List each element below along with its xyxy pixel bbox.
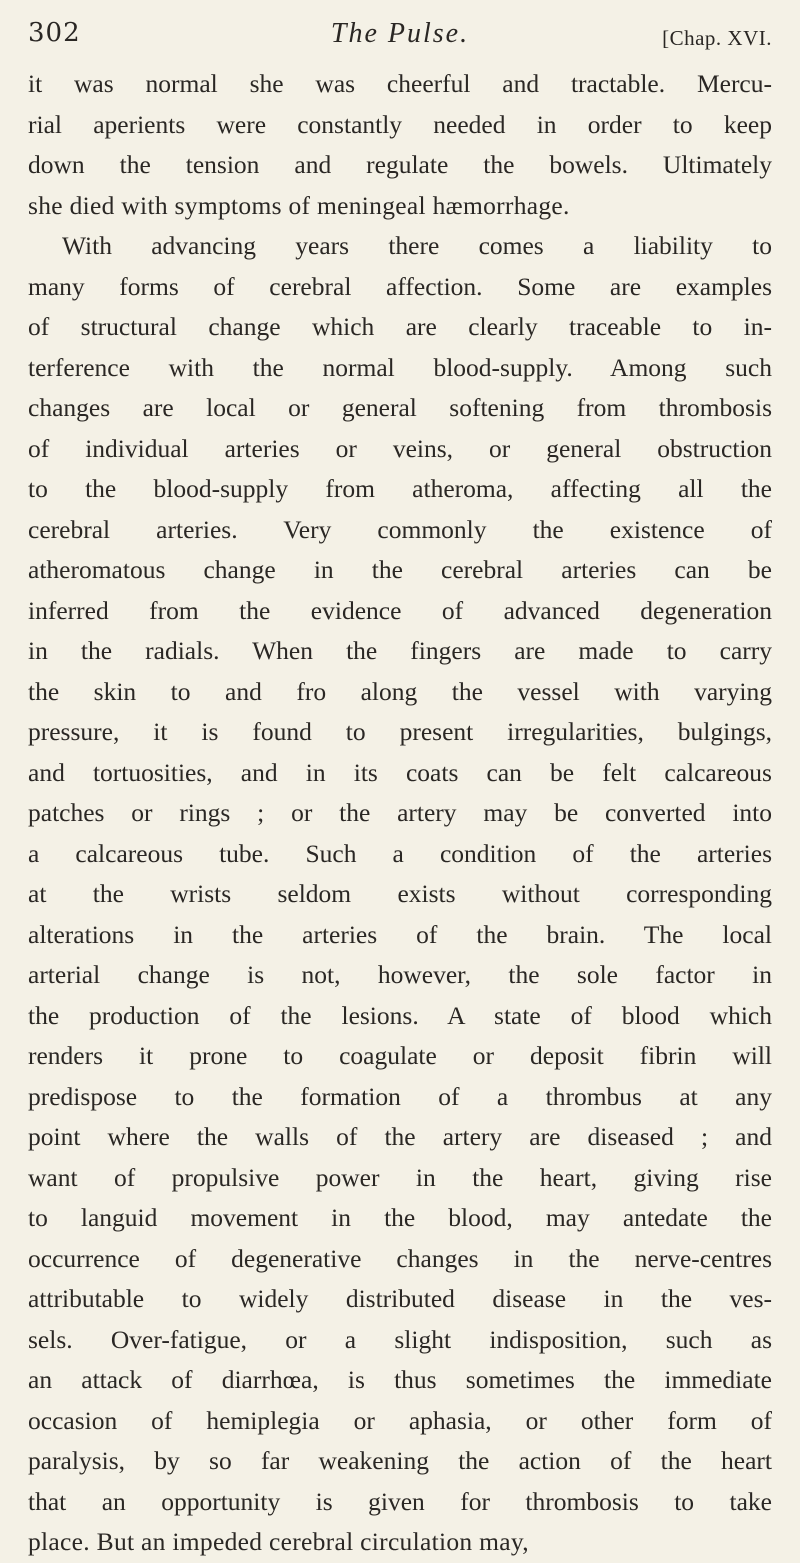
body-text: [28, 64, 772, 1563]
running-title: The Pulse.: [330, 18, 470, 49]
text-line: cerebral arteries. Very commonly the existence of: [28, 514, 772, 544]
chapter-label: [Chap. XVI.: [662, 26, 772, 50]
text-line: it was normal she was cheerful and tractable. Mercu-: [28, 69, 772, 98]
text-line: renders it prone to coagulate or deposit fibrin will: [28, 1041, 772, 1070]
text-line: arterial change is not, however, the sole factor in: [28, 960, 772, 989]
text-line: place. But an impeded cerebral circulation may,: [28, 1527, 529, 1556]
text-line: of individual arteries or veins, or general obstruction: [28, 433, 772, 463]
text-line: rial aperients were constantly needed in order to keep: [28, 109, 772, 139]
text-line: to languid movement in the blood, may antedate the: [28, 1203, 772, 1232]
text-line: attributable to widely distributed disease in the ves-: [28, 1284, 772, 1313]
text-line: many forms of cerebral affection. Some are examples: [28, 271, 772, 301]
text-line: sels. Over-fatigue, or a slight indisposition, such as: [28, 1324, 772, 1354]
text-line: she died with symptoms of meningeal hæmorrhage.: [28, 190, 570, 220]
text-line: occurrence of degenerative changes in the nerve-centres: [28, 1243, 772, 1273]
text-line: an attack of diarrhœa, is thus sometimes the immediate: [28, 1365, 772, 1394]
text-line: down the tension and regulate the bowels. Ultimately: [28, 150, 772, 179]
text-line: pressure, it is found to present irregularities, bulgings,: [28, 717, 772, 746]
text-line: in the radials. When the fingers are made to carry: [28, 636, 772, 665]
text-line: changes are local or general softening from thrombosis: [28, 393, 772, 422]
text-line: that an opportunity is given for thrombosis to take: [28, 1486, 772, 1516]
text-line: inferred from the evidence of advanced degeneration: [28, 595, 772, 625]
text-line: paralysis, by so far weakening the action of the heart: [28, 1446, 772, 1475]
text-line: patches or rings ; or the artery may be converted into: [28, 798, 772, 827]
text-line: the production of the lesions. A state of blood which: [28, 1000, 772, 1030]
text-line: predispose to the formation of a thrombus at any: [28, 1081, 772, 1111]
text-line: occasion of hemiplegia or aphasia, or other form of: [28, 1405, 772, 1435]
text-line: to the blood-supply from atheroma, affecting all the: [28, 474, 772, 503]
page-number: 302: [28, 18, 81, 48]
page-header: [28, 18, 772, 58]
text-line: atheromatous change in the cerebral arteries can be: [28, 555, 772, 584]
text-line: the skin to and fro along the vessel with varying: [28, 676, 772, 706]
text-line: and tortuosities, and in its coats can be felt calcareous: [28, 757, 772, 787]
text-line: of structural change which are clearly traceable to in-: [28, 312, 772, 341]
text-line: alterations in the arteries of the brain. The local: [28, 919, 772, 949]
text-line: With advancing years there comes a liability to: [62, 231, 772, 260]
text-line: point where the walls of the artery are diseased ; and: [28, 1122, 772, 1151]
text-line: a calcareous tube. Such a condition of the arteries: [28, 838, 772, 868]
text-line: want of propulsive power in the heart, giving rise: [28, 1162, 772, 1192]
text-line: terference with the normal blood-supply. Among such: [28, 352, 772, 382]
text-line: at the wrists seldom exists without corresponding: [28, 879, 772, 908]
